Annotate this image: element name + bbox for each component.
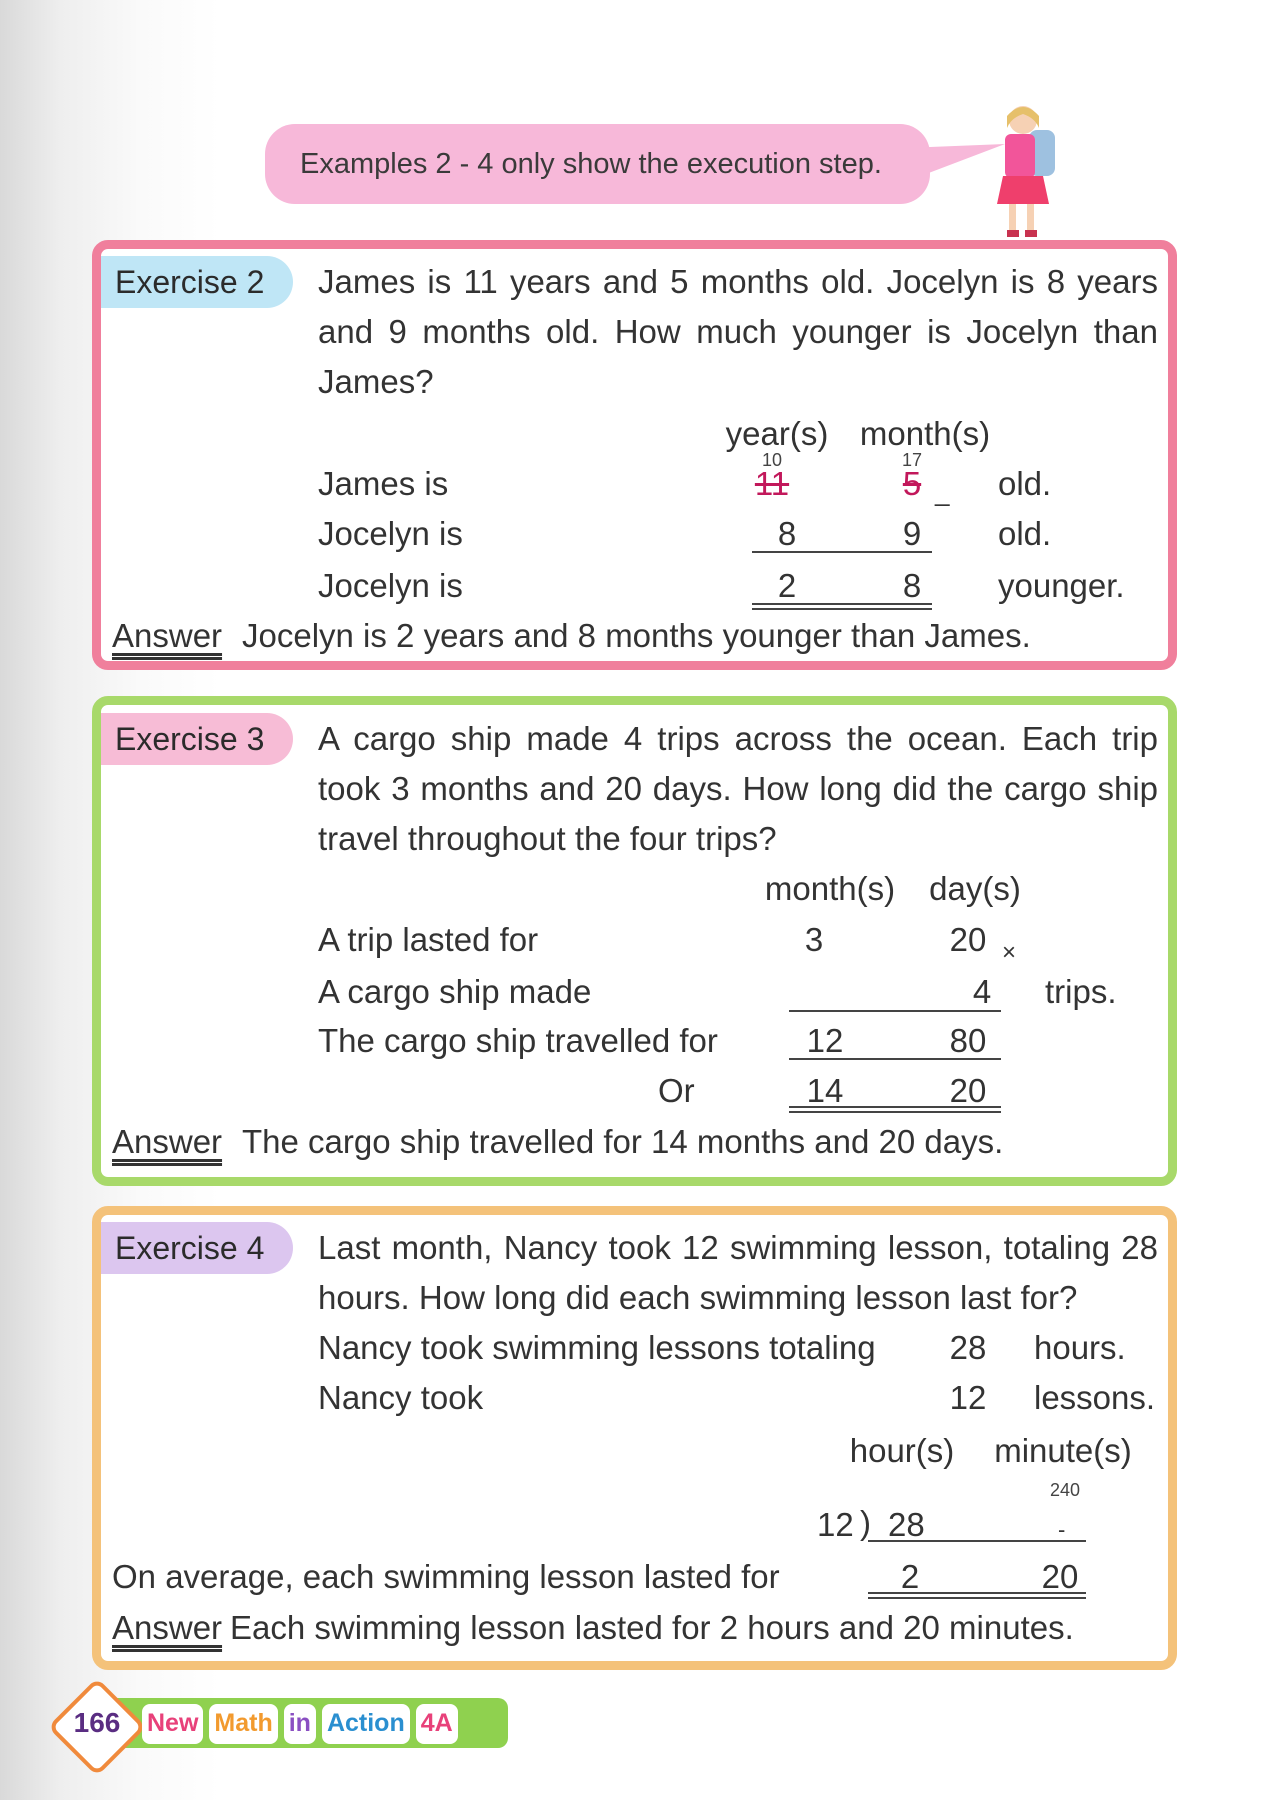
ex3-line-2 xyxy=(789,1058,1001,1060)
ex3-row2-label: A cargo ship made xyxy=(318,973,592,1010)
ex2-line-2 xyxy=(752,603,932,610)
book-word-5: 4A xyxy=(416,1704,458,1744)
ex4-line2-value: 12 xyxy=(949,1379,987,1416)
book-word-4: Action xyxy=(322,1704,410,1744)
ex3-header-months: month(s) xyxy=(764,870,896,907)
ex4-answer-label: Answer xyxy=(112,1609,223,1646)
page-number: 166 xyxy=(73,1707,121,1738)
ex2-answer-text: Jocelyn is 2 years and 8 months younger than James. xyxy=(242,617,1031,654)
ex2-borrow-years: 10 xyxy=(761,450,783,470)
book-word-2: Math xyxy=(209,1704,277,1744)
ex3-operator: × xyxy=(1002,939,1017,966)
ex4-line2-unit: lessons. xyxy=(1034,1379,1156,1416)
ex3-row1-days: 20 xyxy=(949,921,987,958)
note-text: Examples 2 - 4 only show the execution step. xyxy=(300,148,882,180)
ex2-row1-years: 11 xyxy=(754,465,790,502)
book-word-3: in xyxy=(284,1704,316,1744)
ex3-row3-months: 12 xyxy=(806,1022,844,1059)
ex2-row2-label: Jocelyn is xyxy=(318,515,463,552)
ex4-carry: 240 xyxy=(1049,1480,1081,1500)
ex2-row2-suffix: old. xyxy=(998,515,1052,552)
ex2-row3-months: 8 xyxy=(902,567,922,604)
ex4-result-line xyxy=(868,1592,1086,1599)
exercise-4-question: Last month, Nancy took 12 swimming lesson, totaling 28 hours. How long did each swimming lesson last for? xyxy=(318,1229,1158,1316)
ex2-row1-suffix: old. xyxy=(998,465,1052,502)
ex2-operator: _ xyxy=(935,477,950,507)
ex4-dividend: 28 xyxy=(888,1506,925,1543)
book-word-1: New xyxy=(142,1704,203,1744)
exercise-3-question: A cargo ship made 4 trips across the ocean. Each trip took 3 months and 20 days. How long did the cargo ship travel throughout the four trips? xyxy=(318,720,1158,857)
ex2-row3-label: Jocelyn is xyxy=(318,567,463,604)
ex3-row2-trips: 4 xyxy=(972,973,992,1010)
exercise-4-label: Exercise 4 xyxy=(101,1222,293,1274)
ex3-header-days: day(s) xyxy=(929,870,1021,907)
ex2-borrow-months: 17 xyxy=(901,450,923,470)
ex4-header-hours: hour(s) xyxy=(849,1432,955,1469)
ex4-line1-value: 28 xyxy=(949,1329,987,1366)
ex4-result-minutes: 20 xyxy=(1041,1558,1079,1595)
ex2-row2-years: 8 xyxy=(777,515,797,552)
ex4-line1-unit: hours. xyxy=(1034,1329,1126,1366)
ex3-row3-label: The cargo ship travelled for xyxy=(318,1022,718,1059)
ex2-row3-suffix: younger. xyxy=(998,567,1125,604)
ex4-operator: - xyxy=(1058,1517,1066,1542)
ex2-header-years: year(s) xyxy=(725,415,829,452)
ex4-result-label: On average, each swimming lesson lasted for xyxy=(112,1558,780,1595)
ex3-row4-days: 20 xyxy=(949,1072,987,1109)
ex3-row4-months: 14 xyxy=(806,1072,844,1109)
ex3-row4-label: Or xyxy=(658,1072,695,1109)
ex3-answer-text: The cargo ship travelled for 14 months and 20 days. xyxy=(242,1123,1004,1160)
girl-illustration xyxy=(985,100,1065,240)
ex3-line-1 xyxy=(789,1010,1001,1012)
ex3-row1-label: A trip lasted for xyxy=(318,921,539,958)
ex3-line-3 xyxy=(789,1106,1001,1113)
ex3-row3-days: 80 xyxy=(949,1022,987,1059)
ex4-division-bracket: ) xyxy=(860,1504,871,1541)
ex3-row2-suffix: trips. xyxy=(1045,973,1117,1010)
exercise-3-label: Exercise 3 xyxy=(101,713,293,765)
ex2-row1-label: James is xyxy=(318,465,449,502)
ex4-header-minutes: minute(s) xyxy=(994,1432,1132,1469)
ex2-row1-months: 5 xyxy=(902,465,922,502)
ex4-result-hours: 2 xyxy=(900,1558,920,1595)
ex3-answer-label: Answer xyxy=(112,1123,223,1160)
ex2-line-1 xyxy=(752,551,932,553)
ex2-row2-months: 9 xyxy=(902,515,922,552)
book-title xyxy=(142,1704,458,1744)
ex4-answer-text: Each swimming lesson lasted for 2 hours and 20 minutes. xyxy=(230,1609,1074,1646)
ex2-row3-years: 2 xyxy=(777,567,797,604)
exercise-2-question: James is 11 years and 5 months old. Jocelyn is 8 years and 9 months old. How much younger is Jocelyn than James? xyxy=(318,263,1158,400)
exercise-2-label: Exercise 2 xyxy=(101,256,293,308)
ex3-row1-months: 3 xyxy=(804,921,824,958)
ex4-line1-label: Nancy took swimming lessons totaling xyxy=(318,1329,876,1366)
ex4-division-line xyxy=(868,1540,1086,1542)
ex2-answer-label: Answer xyxy=(112,617,223,654)
ex4-divisor: 12 xyxy=(817,1506,854,1543)
ex4-line2-label: Nancy took xyxy=(318,1379,484,1416)
ex2-header-months: month(s) xyxy=(859,415,991,452)
